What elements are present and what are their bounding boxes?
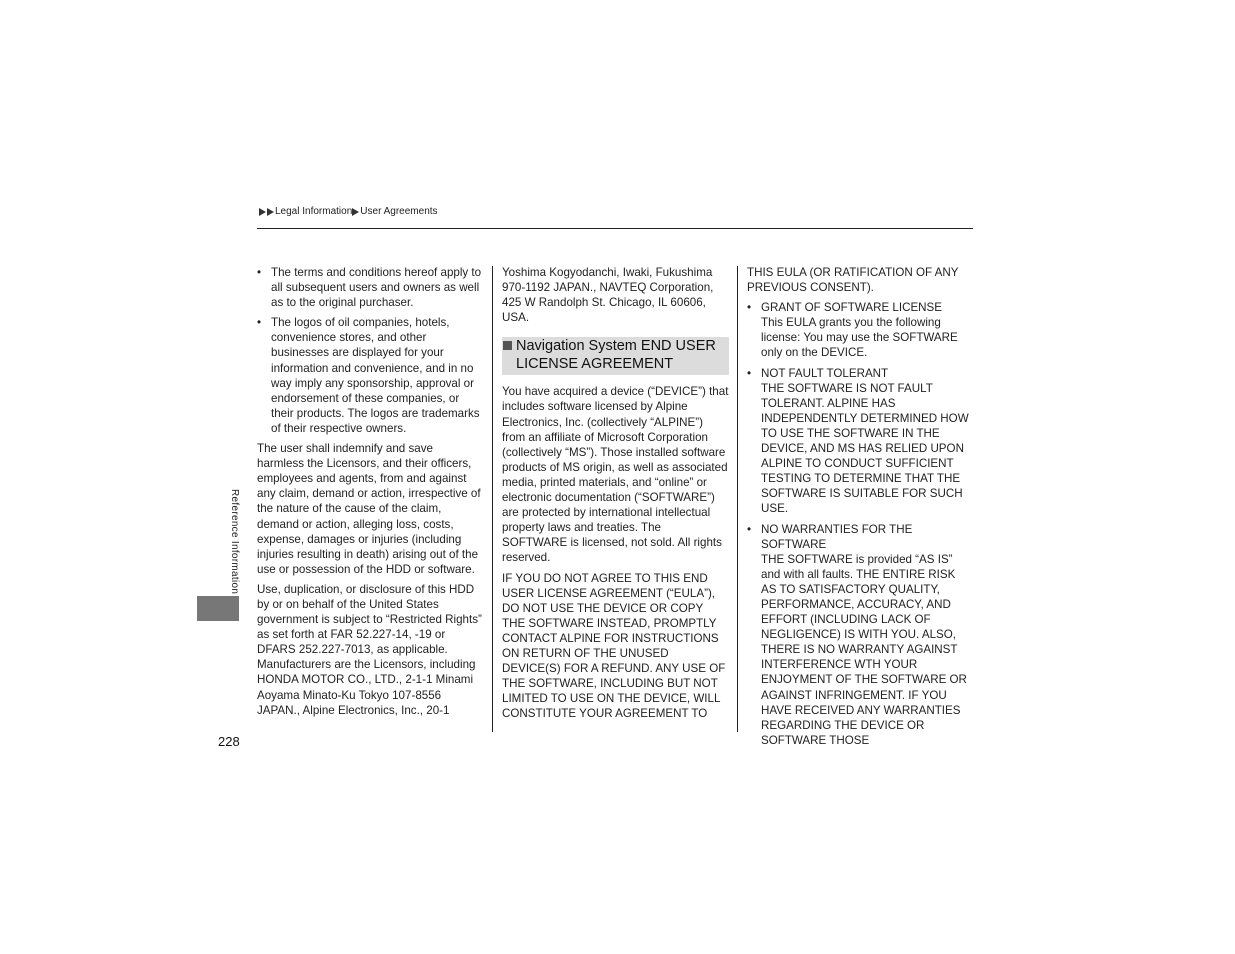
bullet-icon: •: [747, 522, 752, 536]
bullet-icon: •: [747, 301, 752, 315]
breadcrumb: [259, 206, 438, 217]
column-1: [257, 265, 483, 723]
side-tab-label: Reference Information: [229, 489, 240, 595]
list-item-title: NOT FAULT TOLERANT: [761, 366, 889, 380]
breadcrumb-item-legal-information[interactable]: Legal Information: [275, 206, 353, 217]
section-title: Navigation System END USER LICENSE AGREEMENT: [516, 338, 716, 373]
list-item: [747, 300, 973, 360]
page-number: 228: [218, 734, 240, 749]
list-item-text: The logos of oil companies, hotels, convenience stores, and other businesses are displayed for your information and convenience, and in no way imply any sponsorship, approval or endorsement of these companies, or their products. The logos are trademarks of their respective owners.: [271, 316, 480, 435]
paragraph-eula-intro: You have acquired a device (“DEVICE”) that includes software licensed by Alpine Electronics, Inc. (collectively “ALPINE”) from an affiliate of Microsoft Corporation (collectively “MS”). Those installed software products of MS origin, as well as associated media, printed materials, and “online” or electronic documentation (“SOFTWARE”) are protected by international intellectual property laws and treaties. The SOFTWARE is licensed, not sold. All rights reserved.: [502, 385, 729, 565]
list-item-text: This EULA grants you the following license: You may use the SOFTWARE only on the DEVICE.: [761, 316, 958, 360]
list-item-title: GRANT OF SOFTWARE LICENSE: [761, 301, 943, 315]
side-tab-marker: [197, 596, 239, 621]
list-item: [747, 522, 973, 748]
bullet-icon: •: [747, 366, 752, 380]
paragraph-eula-continued: THIS EULA (OR RATIFICATION OF ANY PREVIOUS CONSENT).: [747, 266, 959, 295]
column-3: [747, 265, 973, 753]
list-item-text: THE SOFTWARE IS NOT FAULT TOLERANT. ALPINE HAS INDEPENDENTLY DETERMINED HOW TO USE THE SOFTWARE IN THE DEVICE, AND MS HAS RELIED UPON ALPINE TO CONDUCT SUFFICIENT TESTING TO DETERMINE THAT THE SOFTWARE IS SUITABLE FOR SUCH USE.: [761, 381, 969, 516]
section-heading: [502, 337, 729, 375]
column-divider: [737, 266, 738, 732]
column-divider: [492, 266, 493, 732]
paragraph-indemnify: The user shall indemnify and save harmless the Licensors, and their officers, employees and agents, from and against any claim, demand or action, irrespective of the nature of the cause of the claim, demand or action, alleging loss, costs, expense, damages or injuries (including injuries resulting in death) arising out of the use or possession of the HDD or software.: [257, 442, 481, 576]
bullet-icon: •: [257, 316, 262, 330]
triangle-right-icon: [267, 208, 274, 216]
paragraph-eula-agreement: IF YOU DO NOT AGREE TO THIS END USER LICENSE AGREEMENT (“EULA”), DO NOT USE THE DEVICE OR COPY THE SOFTWARE INSTEAD, PROMPTLY CONTACT ALPINE FOR INSTRUCTIONS ON RETURN OF THE UNUSED DEVICE(S) FOR A REFUND. ANY USE OF THE SOFTWARE, INCLUDING BUT NOT LIMITED TO USE ON THE DEVICE, WILL CONSTITUTE YOUR AGREEMENT TO: [502, 571, 726, 721]
paragraph-address: Yoshima Kogyodanchi, Iwaki, Fukushima 970-1192 JAPAN., NAVTEQ Corporation, 425 W Randolph St. Chicago, IL 60606, USA.: [502, 266, 714, 325]
list-item: [747, 366, 973, 517]
triangle-right-icon: [352, 208, 359, 216]
list-item-text: The terms and conditions hereof apply to all subsequent users and owners as well as to the original purchaser.: [271, 266, 482, 310]
square-icon: [503, 341, 512, 350]
list-item: [257, 265, 483, 310]
header-divider: [257, 228, 973, 229]
list-item-title: NO WARRANTIES FOR THE SOFTWARE: [761, 522, 913, 551]
breadcrumb-item-user-agreements[interactable]: User Agreements: [360, 206, 438, 217]
bullet-icon: •: [257, 266, 262, 279]
triangle-right-icon: [259, 208, 266, 216]
list-item-text: THE SOFTWARE is provided “AS IS” and with all faults. THE ENTIRE RISK AS TO SATISFACTORY QUALITY, PERFORMANCE, ACCURACY, AND EFFORT (INCLUDING LACK OF NEGLIGENCE) IS WITH YOU. ALSO, THERE IS NO WARRANTY AGAINST INTERFERENCE WTH YOUR ENJOYMENT OF THE SOFTWARE OR AGAINST INFRINGEMENT. IF YOU HAVE RECEIVED ANY WARRANTIES REGARDING THE DEVICE OR SOFTWARE THOSE: [761, 552, 967, 747]
column-2: [502, 265, 729, 726]
list-item: [257, 315, 483, 436]
paragraph-restricted-rights: Use, duplication, or disclosure of this HDD by or on behalf of the United States government is subject to “Restricted Rights” as set forth at FAR 52.227-14, -19 or DFARS 252.227-7013, as applicable. Manufacturers are the Licensors, including HONDA MOTOR CO., LTD., 2-1-1 Minami Aoyama Minato-Ku Tokyo 107-8556 JAPAN., Alpine Electronics, Inc., 20-1: [257, 582, 482, 717]
